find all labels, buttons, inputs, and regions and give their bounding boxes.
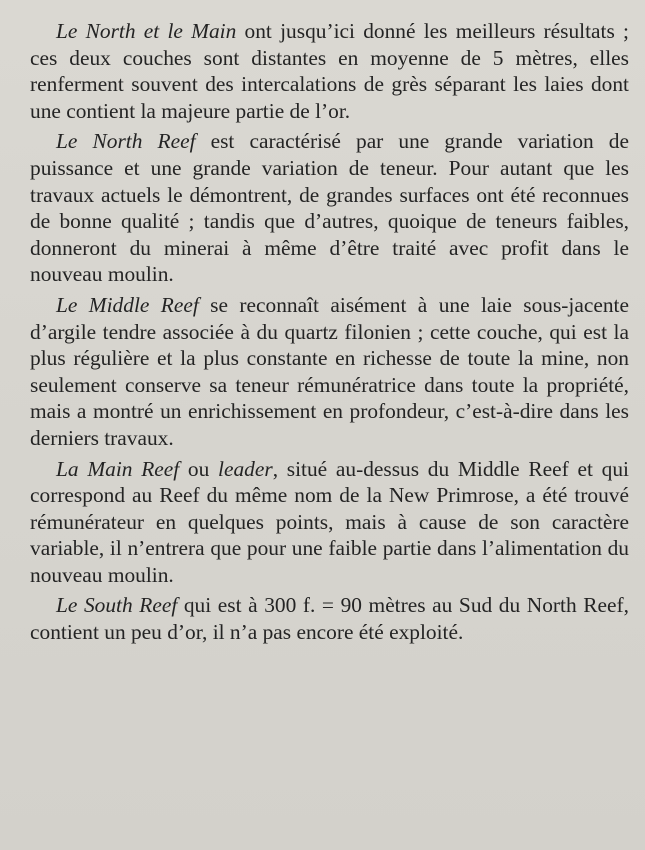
paragraph-lead-secondary: leader xyxy=(218,456,273,481)
paragraph-lead: Le North Reef xyxy=(56,129,196,154)
paragraph-body: ont jusqu’ici donné les meilleurs résultats ; ces deux couches sont distantes en moyenne de 5 mètres, elles renferment souvent des intercalations de grès séparant les laies dont une contient la majeure partie de l’or. xyxy=(30,19,629,123)
paragraph-middle-reef xyxy=(30,292,629,452)
paragraph-body: se reconnaît aisément à une laie sous-jacente d’argile tendre associée à du quartz filonien ; cette couche, qui est la plus régulière et la plus constante en richesse de toute la mine, non seulement conserve sa teneur rémunératrice dans toute la propriété, mais a montré un enrichissement en profondeur, c’est-à-dire dans les derniers travaux. xyxy=(30,292,629,450)
paragraph-lead: La Main Reef xyxy=(56,456,180,481)
paragraph-south-reef xyxy=(30,592,629,645)
paragraph-lead: Le North et le Main xyxy=(56,19,237,43)
paragraph-lead: Le Middle Reef xyxy=(56,292,199,317)
paragraph-north-and-main xyxy=(30,18,629,124)
paragraph-body: , situé au-dessus du Middle Reef et qui correspond au Reef du même nom de la New Primrose, a été trouvé rémunérateur en quelques points, mais à cause de son caractère variable, il n’entrera que pour une faible partie dans l’alimentation du nouveau moulin. xyxy=(30,456,629,587)
paragraph-body: est caractérisé par une grande variation de puissance et une grande variation de teneur. Pour autant que les travaux actuels le démontrent, de grandes surfaces ont été reconnues de bonne qualité ; tandis que d’autres, quoique de teneurs faibles, donneront du minerai à même d’être traité avec profit dans le nouveau moulin. xyxy=(30,129,629,287)
paragraph-lead: Le South Reef xyxy=(56,593,178,618)
paragraph-body: qui est à 300 f. = 90 mètres au Sud du North Reef, contient un peu d’or, il n’a pas encore été exploité. xyxy=(30,593,629,645)
paragraph-connector: ou xyxy=(179,456,219,481)
paragraph-north-reef xyxy=(30,128,629,288)
paragraph-main-reef xyxy=(30,456,629,589)
